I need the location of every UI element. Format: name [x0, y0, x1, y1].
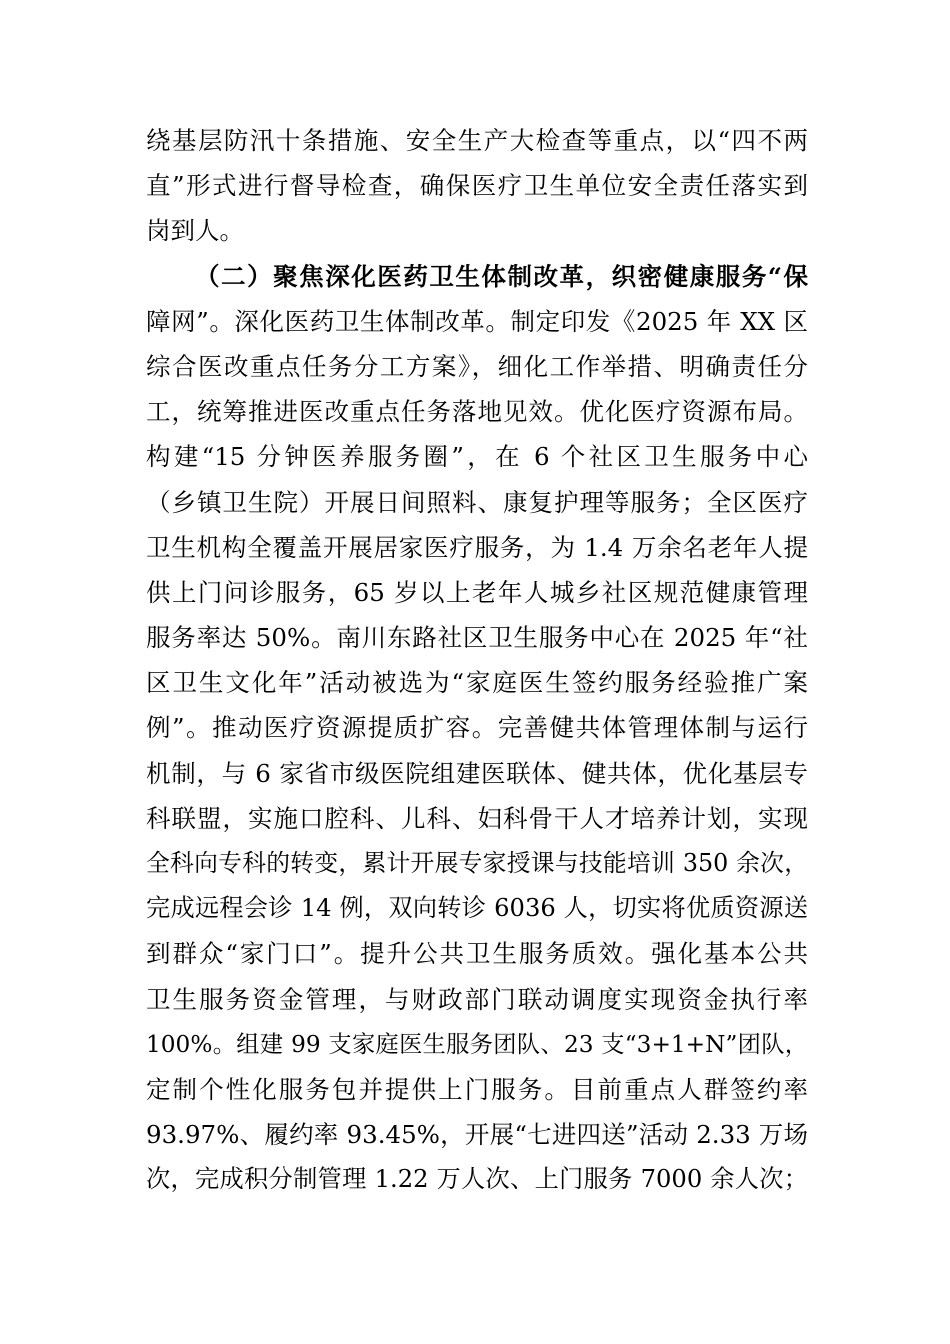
text-line: 卫生服务资金管理，与财政部门联动调度实现资金执行率: [146, 984, 808, 1014]
text-line: 93.97%、履约率 93.45%，开展“七进四送”活动 2.33 万场: [146, 1120, 808, 1150]
text-line: 到群众“家门口”。提升公共卫生服务质效。强化基本公共: [146, 939, 808, 969]
text-line: 区卫生文化年”活动被选为“家庭医生签约服务经验推广案: [146, 668, 808, 698]
section-heading-line: （二）聚焦深化医药卫生体制改革，织密健康服务“保: [195, 261, 808, 291]
text-line: 构建“15 分钟医养服务圈”，在 6 个社区卫生服务中心: [146, 442, 808, 472]
text-line: 科联盟，实施口腔科、儿科、妇科骨干人才培养计划，实现: [146, 803, 808, 833]
text-line: 服务率达 50%。南川东路社区卫生服务中心在 2025 年“社: [146, 623, 808, 653]
text-line: 绕基层防汛十条措施、安全生产大检查等重点，以“四不两: [146, 126, 808, 155]
body-text: [146, 118, 808, 1203]
text-line: 供上门问诊服务，65 岁以上老年人城乡社区规范健康管理: [146, 577, 808, 607]
text-line: 次，完成积分制管理 1.22 万人次、上门服务 7000 余人次；: [146, 1165, 808, 1194]
text-line: 完成远程会诊 14 例，双向转诊 6036 人，切实将优质资源送: [146, 894, 808, 923]
text-line: （乡镇卫生院）开展日间照料、康复护理等服务；全区医疗: [146, 487, 808, 517]
text-line: 直”形式进行督导检查，确保医疗卫生单位安全责任落实到: [146, 171, 808, 201]
text-line: 100%。组建 99 支家庭医生服务团队、23 支“3+1+N”团队，: [146, 1030, 808, 1058]
text-line: 工，统筹推进医改重点任务落地见效。优化医疗资源布局。: [146, 397, 808, 427]
text-line: 障网”。深化医药卫生体制改革。制定印发《2025 年 XX 区: [146, 306, 808, 336]
text-line: 卫生机构全覆盖开展居家医疗服务，为 1.4 万余名老年人提: [146, 532, 808, 562]
text-line: 全科向专科的转变，累计开展专家授课与技能培训 350 余次，: [146, 849, 808, 877]
text-line: 综合医改重点任务分工方案》，细化工作举措、明确责任分: [146, 351, 808, 381]
text-line: 岗到人。: [146, 216, 244, 246]
text-line: 机制，与 6 家省市级医院组建医联体、健共体，优化基层专: [146, 758, 808, 788]
text-line: 例”。推动医疗资源提质扩容。完善健共体管理体制与运行: [146, 713, 808, 743]
text-line: 定制个性化服务包并提供上门服务。目前重点人群签约率: [146, 1074, 808, 1104]
